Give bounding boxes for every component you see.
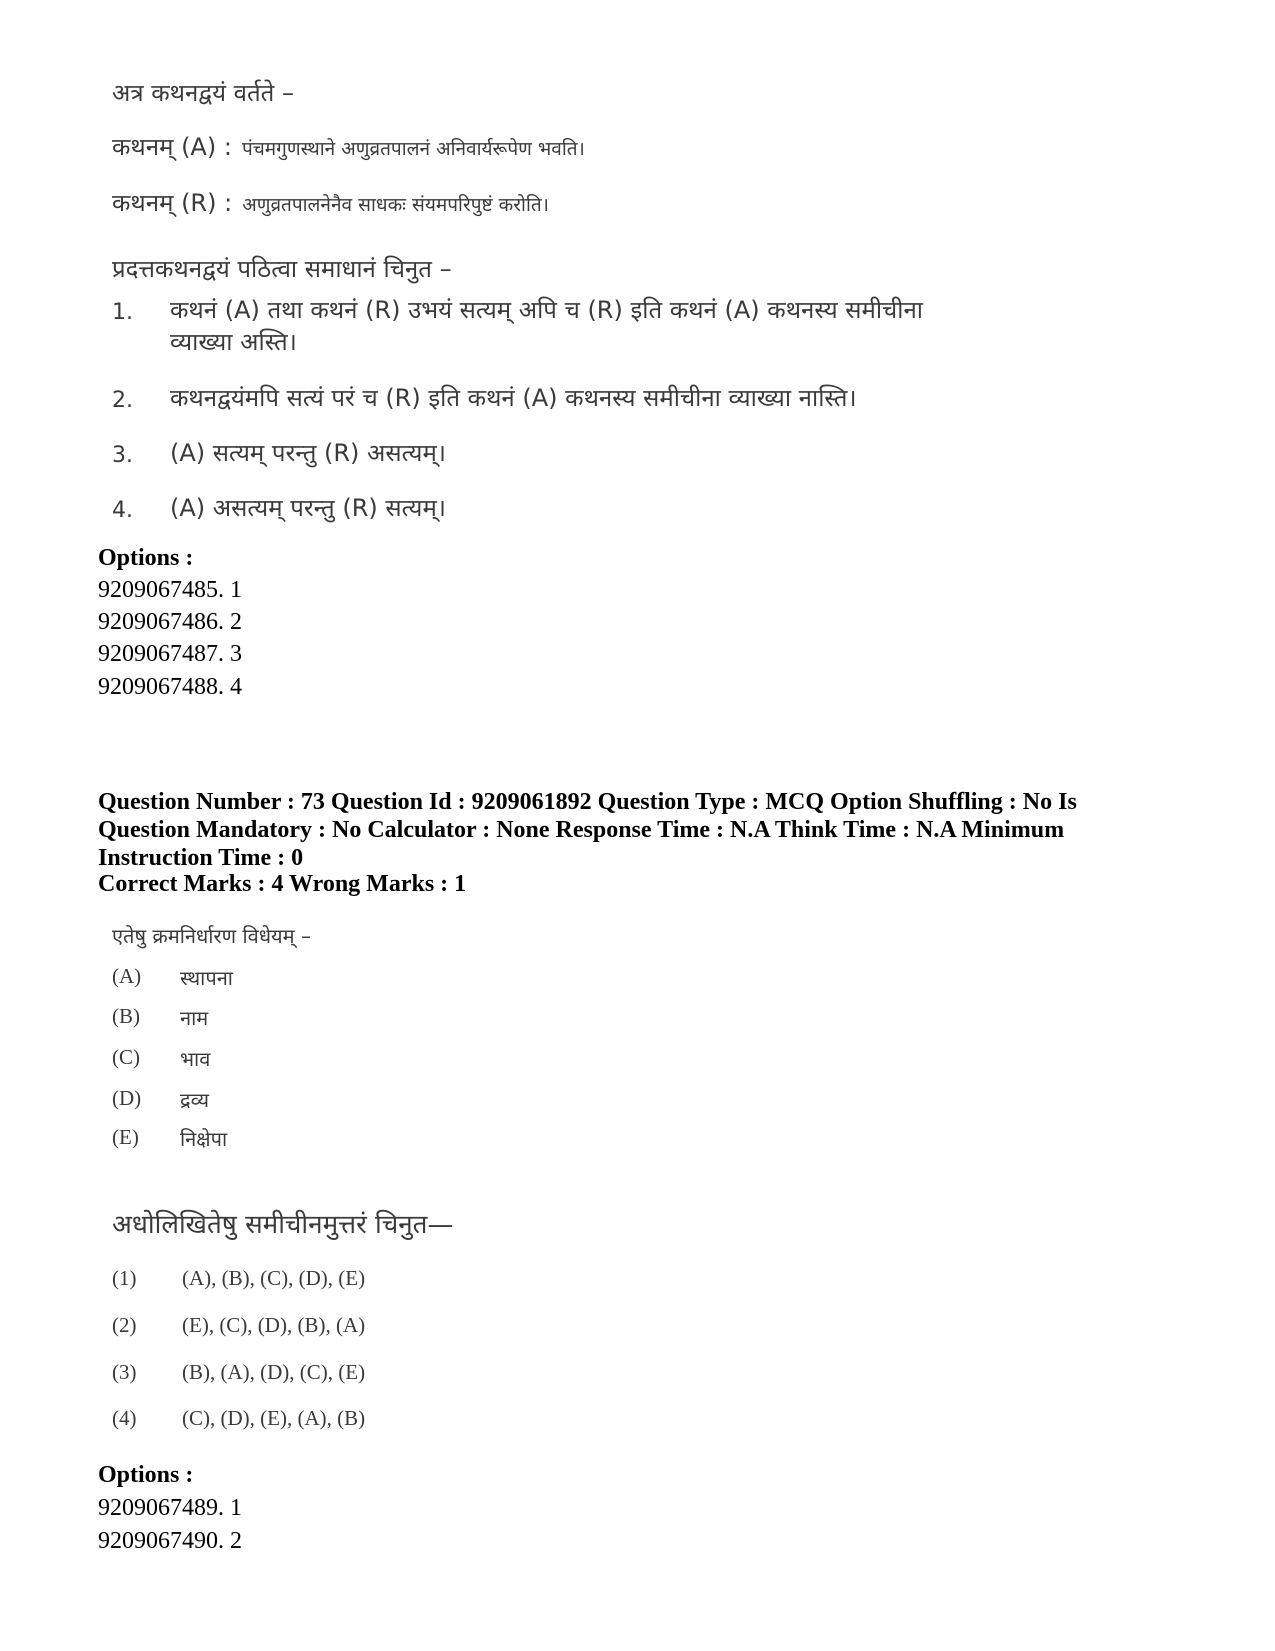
statement-a-label: कथनम् (A) : — [112, 133, 232, 161]
item-b-label: (B) — [112, 1004, 140, 1028]
statement-a-text: पंचमगुणस्थाने अणुव्रतपालनं अनिवार्यरूपेण भवति। — [241, 138, 585, 160]
statement-a — [112, 130, 585, 163]
q1-options-heading: Options : — [98, 545, 194, 571]
choice-2-number: 2. — [112, 388, 133, 413]
answer-4-label: (4) — [112, 1406, 137, 1430]
q2-options-heading: Options : — [98, 1462, 194, 1488]
answer-3-label: (3) — [112, 1360, 137, 1384]
item-a-text: स्थापना — [180, 966, 233, 990]
q2-prompt: अधोलिखितेषु समीचीनमुत्तरं चिनुत— — [112, 1210, 454, 1240]
statement-r-text: अणुव्रतपालनेनैव साधकः संयमपरिपुष्टं करोति। — [242, 194, 549, 216]
answer-1-label: (1) — [112, 1266, 137, 1290]
q1-option-2: 9209067486. 2 — [98, 609, 242, 635]
choice-4-number: 4. — [112, 498, 133, 523]
q2-option-1: 9209067489. 1 — [98, 1495, 242, 1521]
statement-r-label: कथनम् (R) : — [112, 189, 233, 217]
choice-3-number: 3. — [112, 443, 133, 468]
q1-heading: अत्र कथनद्वयं वर्तते – — [112, 79, 294, 107]
answer-2-text: (E), (C), (D), (B), (A) — [182, 1313, 366, 1337]
choice-4-text: (A) असत्यम् परन्तु (R) सत्यम्। — [170, 494, 446, 522]
answer-4-text: (C), (D), (E), (A), (B) — [182, 1406, 366, 1430]
q1-option-3: 9209067487. 3 — [98, 641, 242, 667]
choice-1-text: कथनं (A) तथा कथनं (R) उभयं सत्यम् अपि च (R) इति कथनं (A) कथनस्य समीचीना व्याख्या अस्ति। — [170, 296, 924, 356]
q1-option-1: 9209067485. 1 — [98, 577, 242, 603]
item-c-text: भाव — [180, 1047, 211, 1071]
choice-2-text: कथनद्वयंमपि सत्यं परं च (R) इति कथनं (A) कथनस्य समीचीना व्याख्या नास्ति। — [170, 384, 857, 412]
answer-1-text: (A), (B), (C), (D), (E) — [182, 1266, 366, 1290]
statement-r — [112, 186, 549, 219]
item-d-text: द्रव्य — [180, 1088, 210, 1112]
item-e-text: निक्षेपा — [180, 1127, 228, 1151]
item-c-label: (C) — [112, 1045, 140, 1069]
q2-marks: Correct Marks : 4 Wrong Marks : 1 — [98, 871, 467, 897]
item-e-label: (E) — [112, 1125, 139, 1149]
q2-meta: Question Number : 73 Question Id : 9209061892 Question Type : MCQ Option Shuffling : No Is Question Mandatory : No Calculator : None Response Time : N.A Think Time : N.A Minimum Instruction Time : 0 — [98, 789, 1077, 871]
item-a-label: (A) — [112, 964, 142, 988]
choice-1-number: 1. — [112, 300, 133, 325]
q2-heading: एतेषु क्रमनिर्धारण विधेयम् – — [112, 924, 311, 948]
q2-option-2: 9209067490. 2 — [98, 1528, 242, 1554]
item-d-label: (D) — [112, 1086, 142, 1110]
q1-option-4: 9209067488. 4 — [98, 674, 242, 700]
choice-3-text: (A) सत्यम् परन्तु (R) असत्यम्। — [170, 439, 446, 467]
answer-3-text: (B), (A), (D), (C), (E) — [182, 1360, 366, 1384]
item-b-text: नाम — [180, 1006, 209, 1030]
q1-prompt: प्रदत्तकथनद्वयं पठित्वा समाधानं चिनुत – — [112, 255, 452, 283]
answer-2-label: (2) — [112, 1313, 137, 1337]
